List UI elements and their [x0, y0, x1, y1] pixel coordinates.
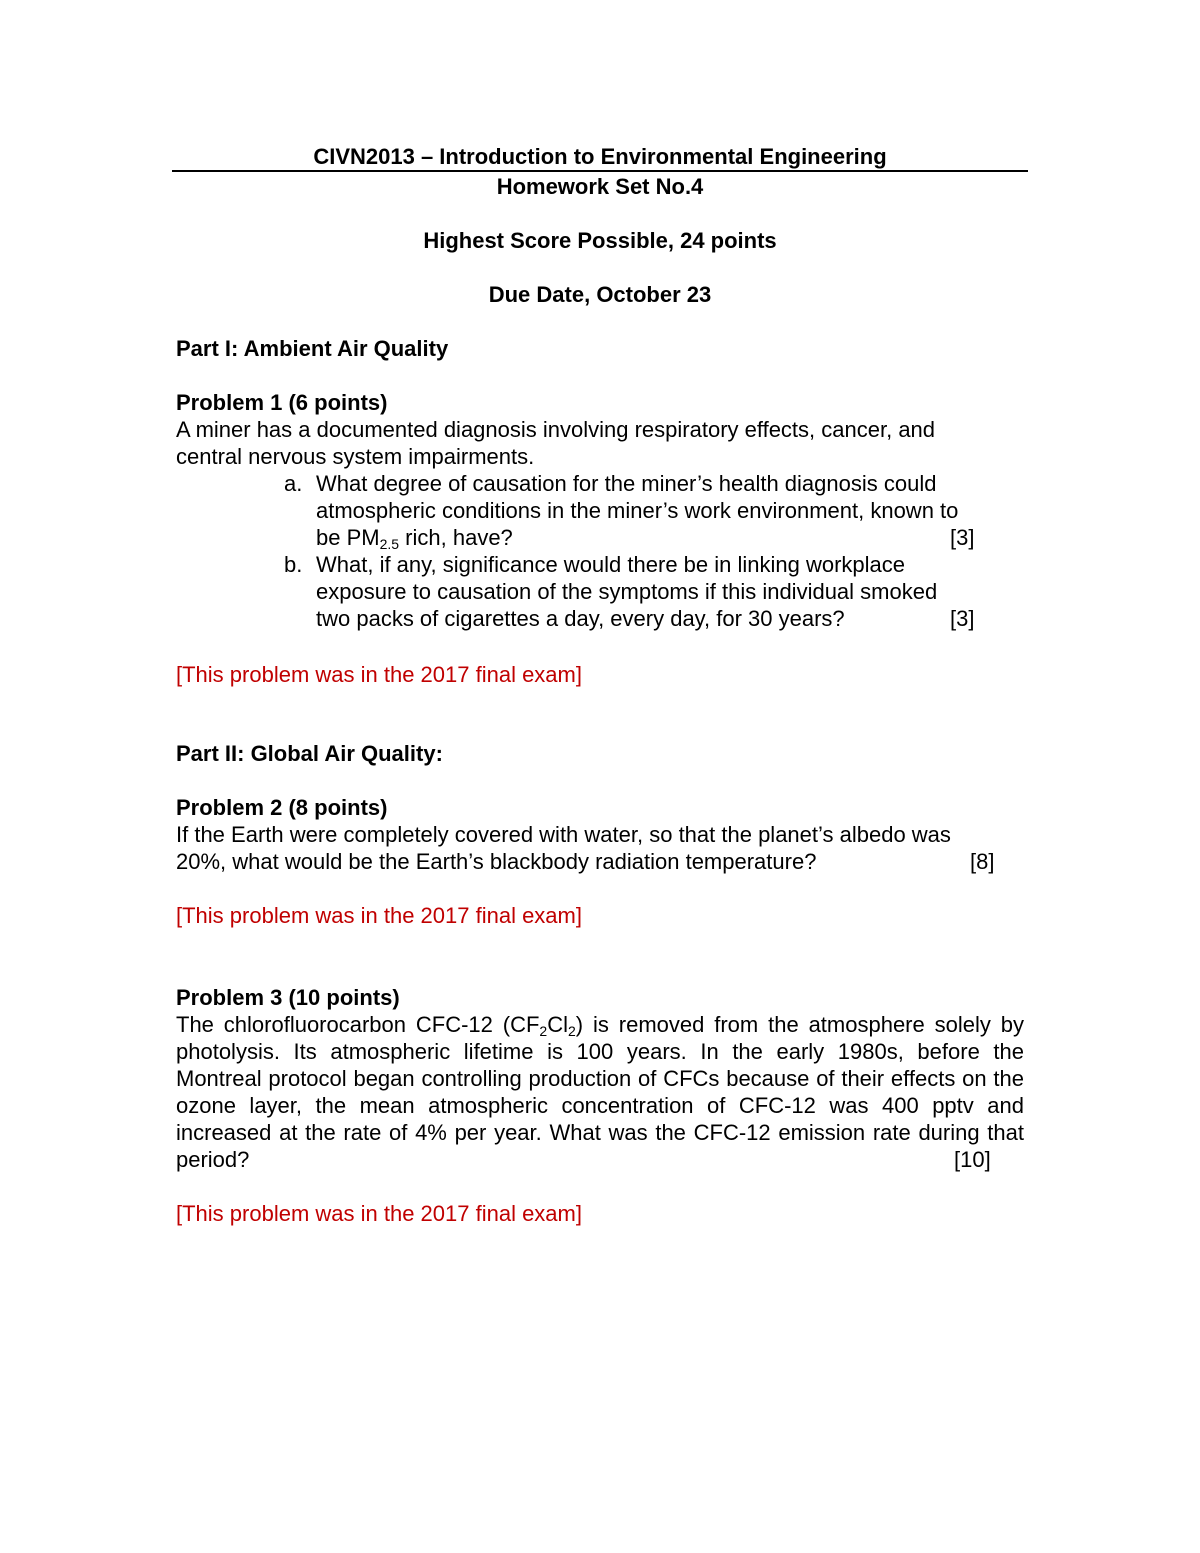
subpart-a-marker: a.: [284, 471, 303, 496]
subpart-a-line1: What degree of causation for the miner’s health diagnosis could: [316, 471, 937, 496]
problem1-text-line1: A miner has a documented diagnosis involving respiratory effects, cancer, and: [176, 417, 936, 442]
due-date: Due Date, October 23: [488, 282, 712, 307]
subpart-b-points: [3]: [950, 606, 975, 631]
pm-text: be PM: [316, 525, 380, 550]
problem2-heading: Problem 2 (8 points): [176, 795, 388, 820]
fluorine-subscript: 2: [539, 1023, 548, 1039]
subpart-a-line3-rest: rich, have?: [399, 525, 513, 550]
problem1-text-line2: central nervous system impairments.: [176, 444, 535, 469]
problem2-text-line1: If the Earth were completely covered with water, so that the planet’s albedo was: [176, 822, 951, 847]
part1-heading: Part I: Ambient Air Quality: [176, 336, 449, 361]
problem3-heading: Problem 3 (10 points): [176, 985, 400, 1010]
chlorine-symbol: Cl: [547, 1012, 568, 1037]
homework-set: Homework Set No.4: [496, 174, 704, 199]
subpart-b-marker: b.: [284, 552, 303, 577]
pm-subscript: 2.5: [379, 536, 400, 552]
subpart-a-line3: [316, 524, 513, 551]
problem3-text: [176, 1011, 1024, 1173]
problem3-text-rest: ) is removed from the atmosphere solely by photolysis. Its atmospheric lifetime is 100 years. In the early 1980s, before the Montreal protocol began controlling production of CFCs because of their effects on the ozone layer, the mean atmospheric concentration of CFC-12 was 400 pptv and increased at the rate of 4% per year. What was the CFC-12 emission rate during that period?: [176, 1012, 1024, 1172]
problem1-heading: Problem 1 (6 points): [176, 390, 388, 415]
problem3-exam-note: [This problem was in the 2017 final exam]: [176, 1201, 582, 1226]
subpart-b-line1: What, if any, significance would there be in linking workplace: [316, 552, 906, 577]
score-line: Highest Score Possible, 24 points: [423, 228, 777, 253]
chlorine-subscript: 2: [568, 1023, 576, 1039]
subpart-b-line2: exposure to causation of the symptoms if this individual smoked: [316, 579, 938, 604]
subpart-b-line3: two packs of cigarettes a day, every day, for 30 years?: [316, 606, 845, 631]
part2-heading: Part II: Global Air Quality:: [176, 741, 443, 766]
subpart-a-points: [3]: [950, 525, 975, 550]
problem2-exam-note: [This problem was in the 2017 final exam]: [176, 903, 582, 928]
course-title: CIVN2013 – Introduction to Environmental Engineering: [313, 144, 887, 169]
problem3-text-start: The chlorofluorocarbon CFC-12 (CF: [176, 1012, 540, 1037]
problem2-points: [8]: [970, 849, 995, 874]
problem3-points: [10]: [954, 1147, 991, 1172]
subpart-a-line2: atmospheric conditions in the miner’s work environment, known to: [316, 498, 959, 523]
problem1-exam-note: [This problem was in the 2017 final exam]: [176, 662, 582, 687]
problem2-text-line2: 20%, what would be the Earth’s blackbody radiation temperature?: [176, 849, 817, 874]
title-underline: [172, 170, 1028, 172]
